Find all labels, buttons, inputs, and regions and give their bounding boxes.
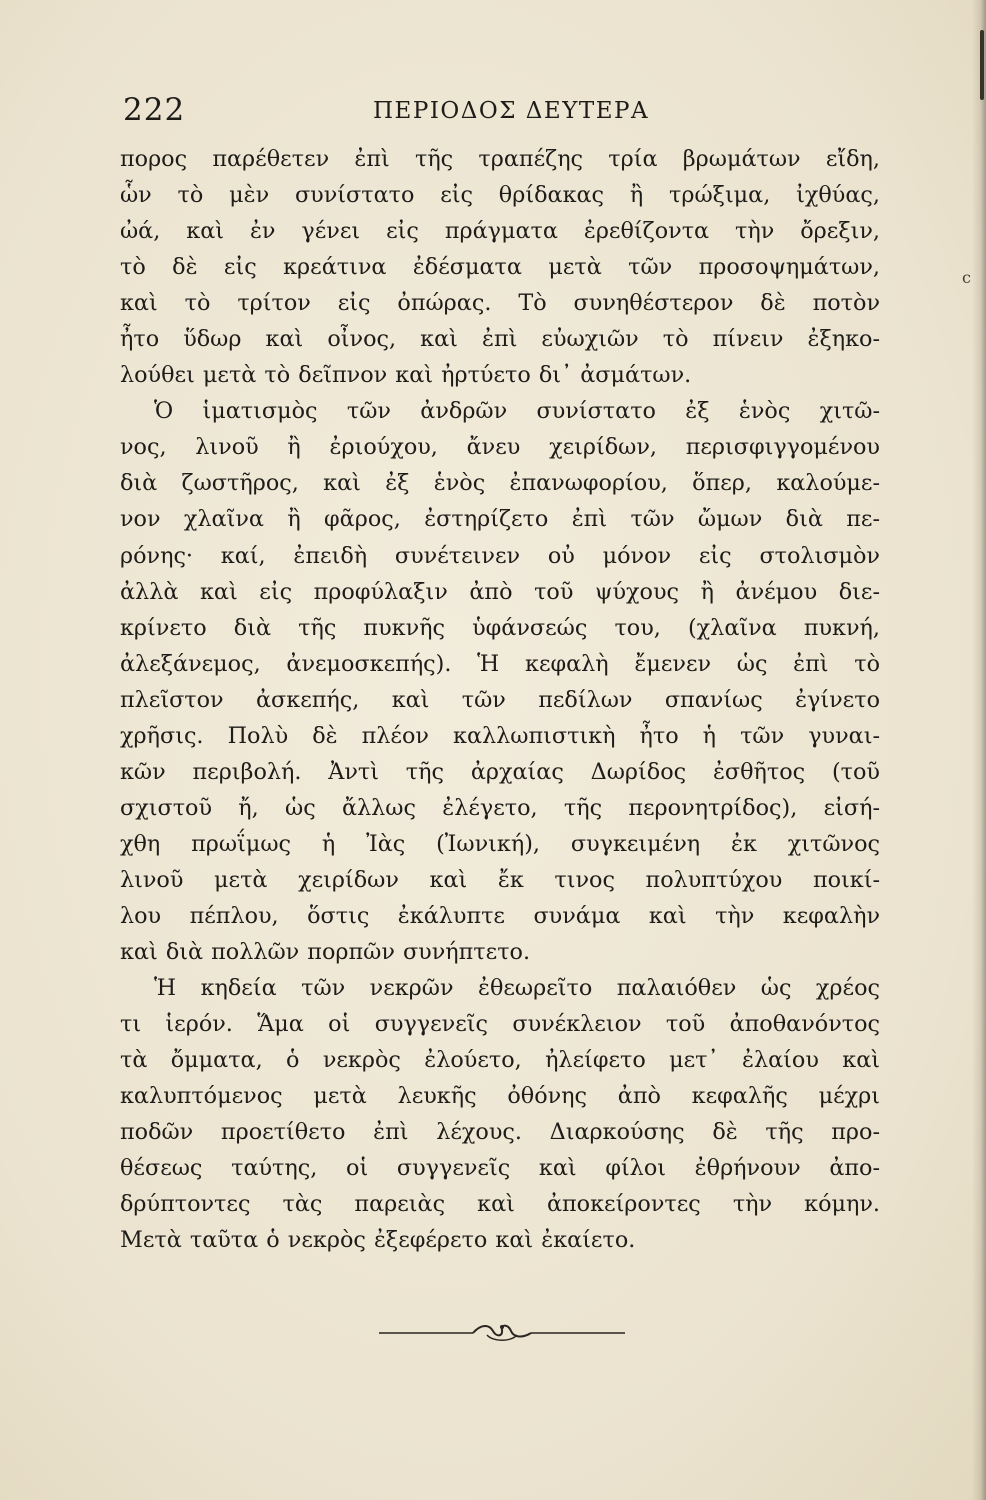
text-line: ἀλλὰ καὶ εἰς προφύλαξιν ἀπὸ τοῦ ψύχους ἢ ἀνέμου διε- <box>120 578 880 605</box>
text-line: κρίνετο διὰ τῆς πυκνῆς ὑφάνσεώς του, (χλαῖνα πυκνή, <box>120 614 880 641</box>
binding-edge-mark <box>980 30 984 100</box>
text-line: Ἡ κηδεία τῶν νεκρῶν ἐθεωρεῖτο παλαιόθεν ὡς χρέος <box>154 975 880 1002</box>
running-head: ΠΕΡΙΟΔΟΣ ΔΕΥΤΕΡΑ <box>373 98 650 124</box>
text-line: διὰ ζωστῆρος, καὶ ἐξ ἑνὸς ἐπανωφορίου, ὅπερ, καλούμε- <box>120 470 880 497</box>
text-line: πορος παρέθετεν ἐπὶ τῆς τραπέζης τρία βρωμάτων εἴδη, <box>120 146 880 172</box>
text-line: νος, λινοῦ ἢ ἐριούχου, ἄνευ χειρίδων, περισφιγγομένου <box>120 434 880 461</box>
text-line: χρῆσις. Πολὺ δὲ πλέον καλλωπιστικὴ ἦτο ἡ τῶν γυναι- <box>120 722 880 749</box>
margin-mark: c <box>962 268 971 287</box>
text-line: δρύπτοντες τὰς παρειὰς καὶ ἀποκείροντες τὴν κόμην. <box>120 1191 880 1218</box>
text-line: νον χλαῖνα ἢ φᾶρος, ἐστηρίζετο ἐπὶ τῶν ὤμων διὰ πε- <box>120 506 880 533</box>
text-line: Μετὰ ταῦτα ὁ νεκρὸς ἐξεφέρετο καὶ ἐκαίετο. <box>120 1227 636 1254</box>
text-line: τὰ ὄμματα, ὁ νεκρὸς ἐλούετο, ἠλείφετο μετ᾽ ἐλαίου καὶ <box>120 1047 880 1074</box>
text-line: θέσεως ταύτης, οἱ συγγενεῖς καὶ φίλοι ἐθρήνουν ἀπο- <box>120 1155 880 1182</box>
text-line: κῶν περιβολή. Ἀντὶ τῆς ἀρχαίας Δωρίδος ἐσθῆτος (τοῦ <box>120 758 880 785</box>
text-line: σχιστοῦ ἤ, ὡς ἄλλως ἐλέγετο, τῆς περονητρίδος), εἰσή- <box>120 794 880 821</box>
text-line: ὧν τὸ μὲν συνίστατο εἰς θρίδακας ἢ τρώξιμα, ἰχθύας, <box>120 182 880 209</box>
text-line: λούθει μετὰ τὸ δεῖπνον καὶ ἠρτύετο δι᾽ ἀσμάτων. <box>120 362 692 389</box>
text-line: ἀλεξάνεμος, ἀνεμοσκεπής). Ἡ κεφαλὴ ἔμενεν ὡς ἐπὶ τὸ <box>120 650 880 677</box>
text-line: τι ἱερόν. Ἅμα οἱ συγγενεῖς συνέκλειον τοῦ ἀποθανόντος <box>120 1011 880 1038</box>
text-line: καὶ τὸ τρίτον εἰς ὀπώρας. Τὸ συνηθέστερον δὲ ποτὸν <box>120 290 880 317</box>
page-number: 222 <box>123 92 186 128</box>
text-line: Ὁ ἱματισμὸς τῶν ἀνδρῶν συνίστατο ἐξ ἑνὸς χιτῶ- <box>154 398 880 425</box>
text-line: ὠά, καὶ ἐν γένει εἰς πράγματα ἐρεθίζοντα τὴν ὄρεξιν, <box>120 218 880 245</box>
text-line: ποδῶν προετίθετο ἐπὶ λέχους. Διαρκούσης δὲ τῆς προ- <box>120 1119 880 1146</box>
text-line: τὸ δὲ εἰς κρεάτινα ἐδέσματα μετὰ τῶν προσοψημάτων, <box>120 254 880 281</box>
end-ornament-icon <box>377 1318 627 1348</box>
text-line: χθη πρωΐμως ἡ Ἰὰς (Ἰωνική), συγκειμένη ἐκ χιτῶνος <box>120 830 880 857</box>
text-line: ἦτο ὕδωρ καὶ οἶνος, καὶ ἐπὶ εὐωχιῶν τὸ πίνειν ἐξηκο- <box>120 326 880 353</box>
body-text <box>120 141 880 1258</box>
text-line: λινοῦ μετὰ χειρίδων καὶ ἔκ τινος πολυπτύχου ποικί- <box>120 866 880 893</box>
page-edge-shadow <box>972 0 986 1500</box>
text-line: λου πέπλου, ὅστις ἐκάλυπτε συνάμα καὶ τὴν κεφαλὴν <box>120 902 880 929</box>
text-line: καὶ διὰ πολλῶν πορπῶν συνήπτετο. <box>120 939 531 966</box>
text-line: πλεῖστον ἀσκεπής, καὶ τῶν πεδίλων σπανίως ἐγίνετο <box>120 686 880 713</box>
text-line: καλυπτόμενος μετὰ λευκῆς ὀθόνης ἀπὸ κεφαλῆς μέχρι <box>120 1083 880 1110</box>
text-line: ρόνης· καί, ἐπειδὴ συνέτεινεν οὐ μόνον εἰς στολισμὸν <box>120 542 880 569</box>
